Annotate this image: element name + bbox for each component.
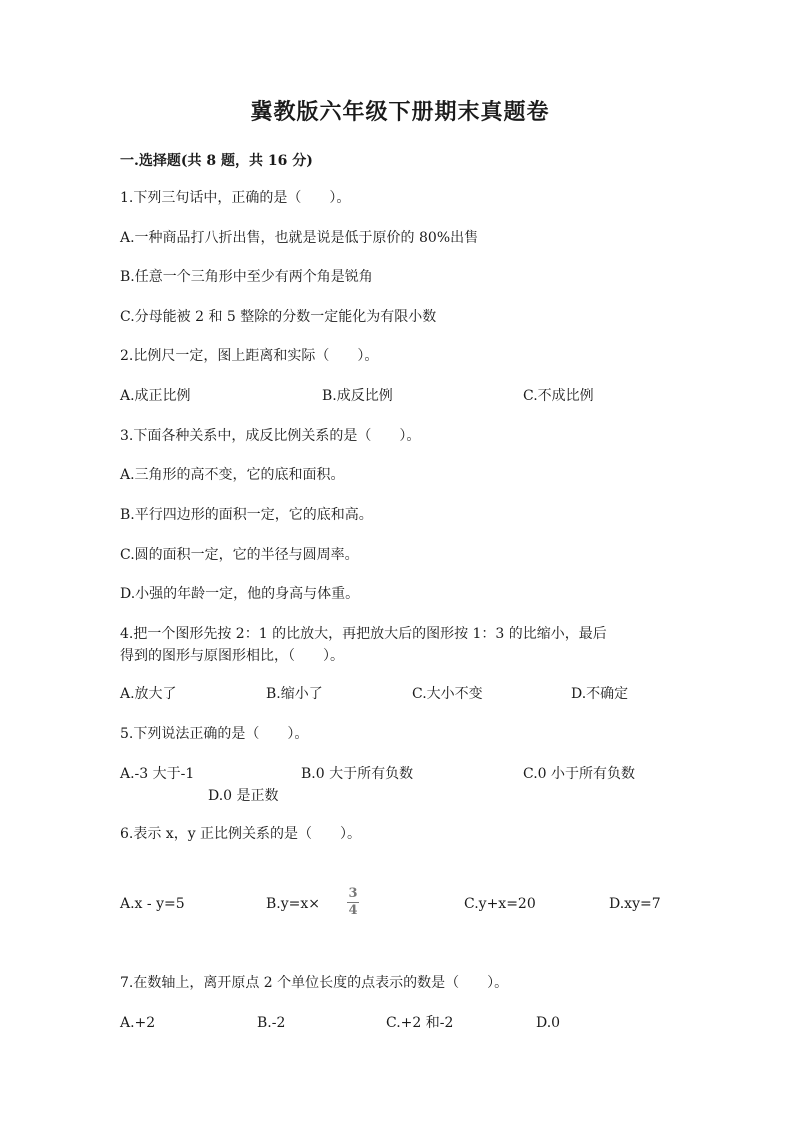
question-6-stem: 6.表示 x，y 正比例关系的是（ ）。 <box>120 826 362 842</box>
question-3-option-b: B.平行四边形的面积一定，它的底和高。 <box>120 507 373 523</box>
question-7-option-b: B.-2 <box>257 1015 286 1031</box>
question-4-stem-line-2: 得到的图形与原图形相比，（ ）。 <box>120 648 344 664</box>
question-2-option-a: A.成正比例 <box>120 388 191 404</box>
question-1-option-b: B.任意一个三角形中至少有两个角是锐角 <box>120 269 373 285</box>
question-7-option-a: A.+2 <box>120 1015 156 1031</box>
question-7-option-c: C.+2 和-2 <box>386 1015 454 1031</box>
question-4-option-d: D.不确定 <box>571 686 629 702</box>
question-2-option-b: B.成反比例 <box>322 388 393 404</box>
question-4-stem-line-1: 4.把一个图形先按 2：1 的比放大，再把放大后的图形按 1：3 的比缩小，最后 <box>120 626 607 642</box>
fraction-three-quarters <box>346 887 360 918</box>
question-1-stem: 1.下列三句话中，正确的是（ ）。 <box>120 190 351 206</box>
question-4-option-b: B.缩小了 <box>266 686 323 702</box>
page-title: 冀教版六年级下册期末真题卷 <box>250 99 550 125</box>
question-5-option-a: A.-3 大于-1 <box>120 766 195 782</box>
question-7-option-d: D.0 <box>536 1015 561 1031</box>
question-6-option-b: B.y=x× <box>266 896 321 912</box>
question-1-option-a: A.一种商品打八折出售，也就是说是低于原价的 80%出售 <box>120 230 479 246</box>
fraction-denominator: 4 <box>348 903 358 918</box>
question-7-stem: 7.在数轴上，离开原点 2 个单位长度的点表示的数是（ ）。 <box>120 975 509 991</box>
question-5-option-b: B.0 大于所有负数 <box>301 766 414 782</box>
question-6-option-c: C.y+x=20 <box>464 896 536 912</box>
question-5-option-c: C.0 小于所有负数 <box>523 766 636 782</box>
question-2-option-c: C.不成比例 <box>523 388 594 404</box>
fraction-numerator: 3 <box>348 886 358 901</box>
question-5-option-d: D.0 是正数 <box>208 788 279 804</box>
question-3-option-d: D.小强的年龄一定，他的身高与体重。 <box>120 586 360 602</box>
question-6-option-d: D.xy=7 <box>609 896 661 912</box>
question-3-option-a: A.三角形的高不变，它的底和面积。 <box>120 467 345 483</box>
question-6-option-a: A.x - y=5 <box>120 896 185 912</box>
question-1-option-c: C.分母能被 2 和 5 整除的分数一定能化为有限小数 <box>120 309 437 325</box>
question-3-stem: 3.下面各种关系中，成反比例关系的是（ ）。 <box>120 428 421 444</box>
question-4-option-a: A.放大了 <box>120 686 177 702</box>
question-2-stem: 2.比例尺一定，图上距离和实际（ ）。 <box>120 348 379 364</box>
question-4-option-c: C.大小不变 <box>412 686 483 702</box>
question-5-stem: 5.下列说法正确的是（ ）。 <box>120 726 309 742</box>
section-heading: 一.选择题(共 8 题，共 16 分) <box>120 153 313 169</box>
question-3-option-c: C.圆的面积一定，它的半径与圆周率。 <box>120 547 359 563</box>
